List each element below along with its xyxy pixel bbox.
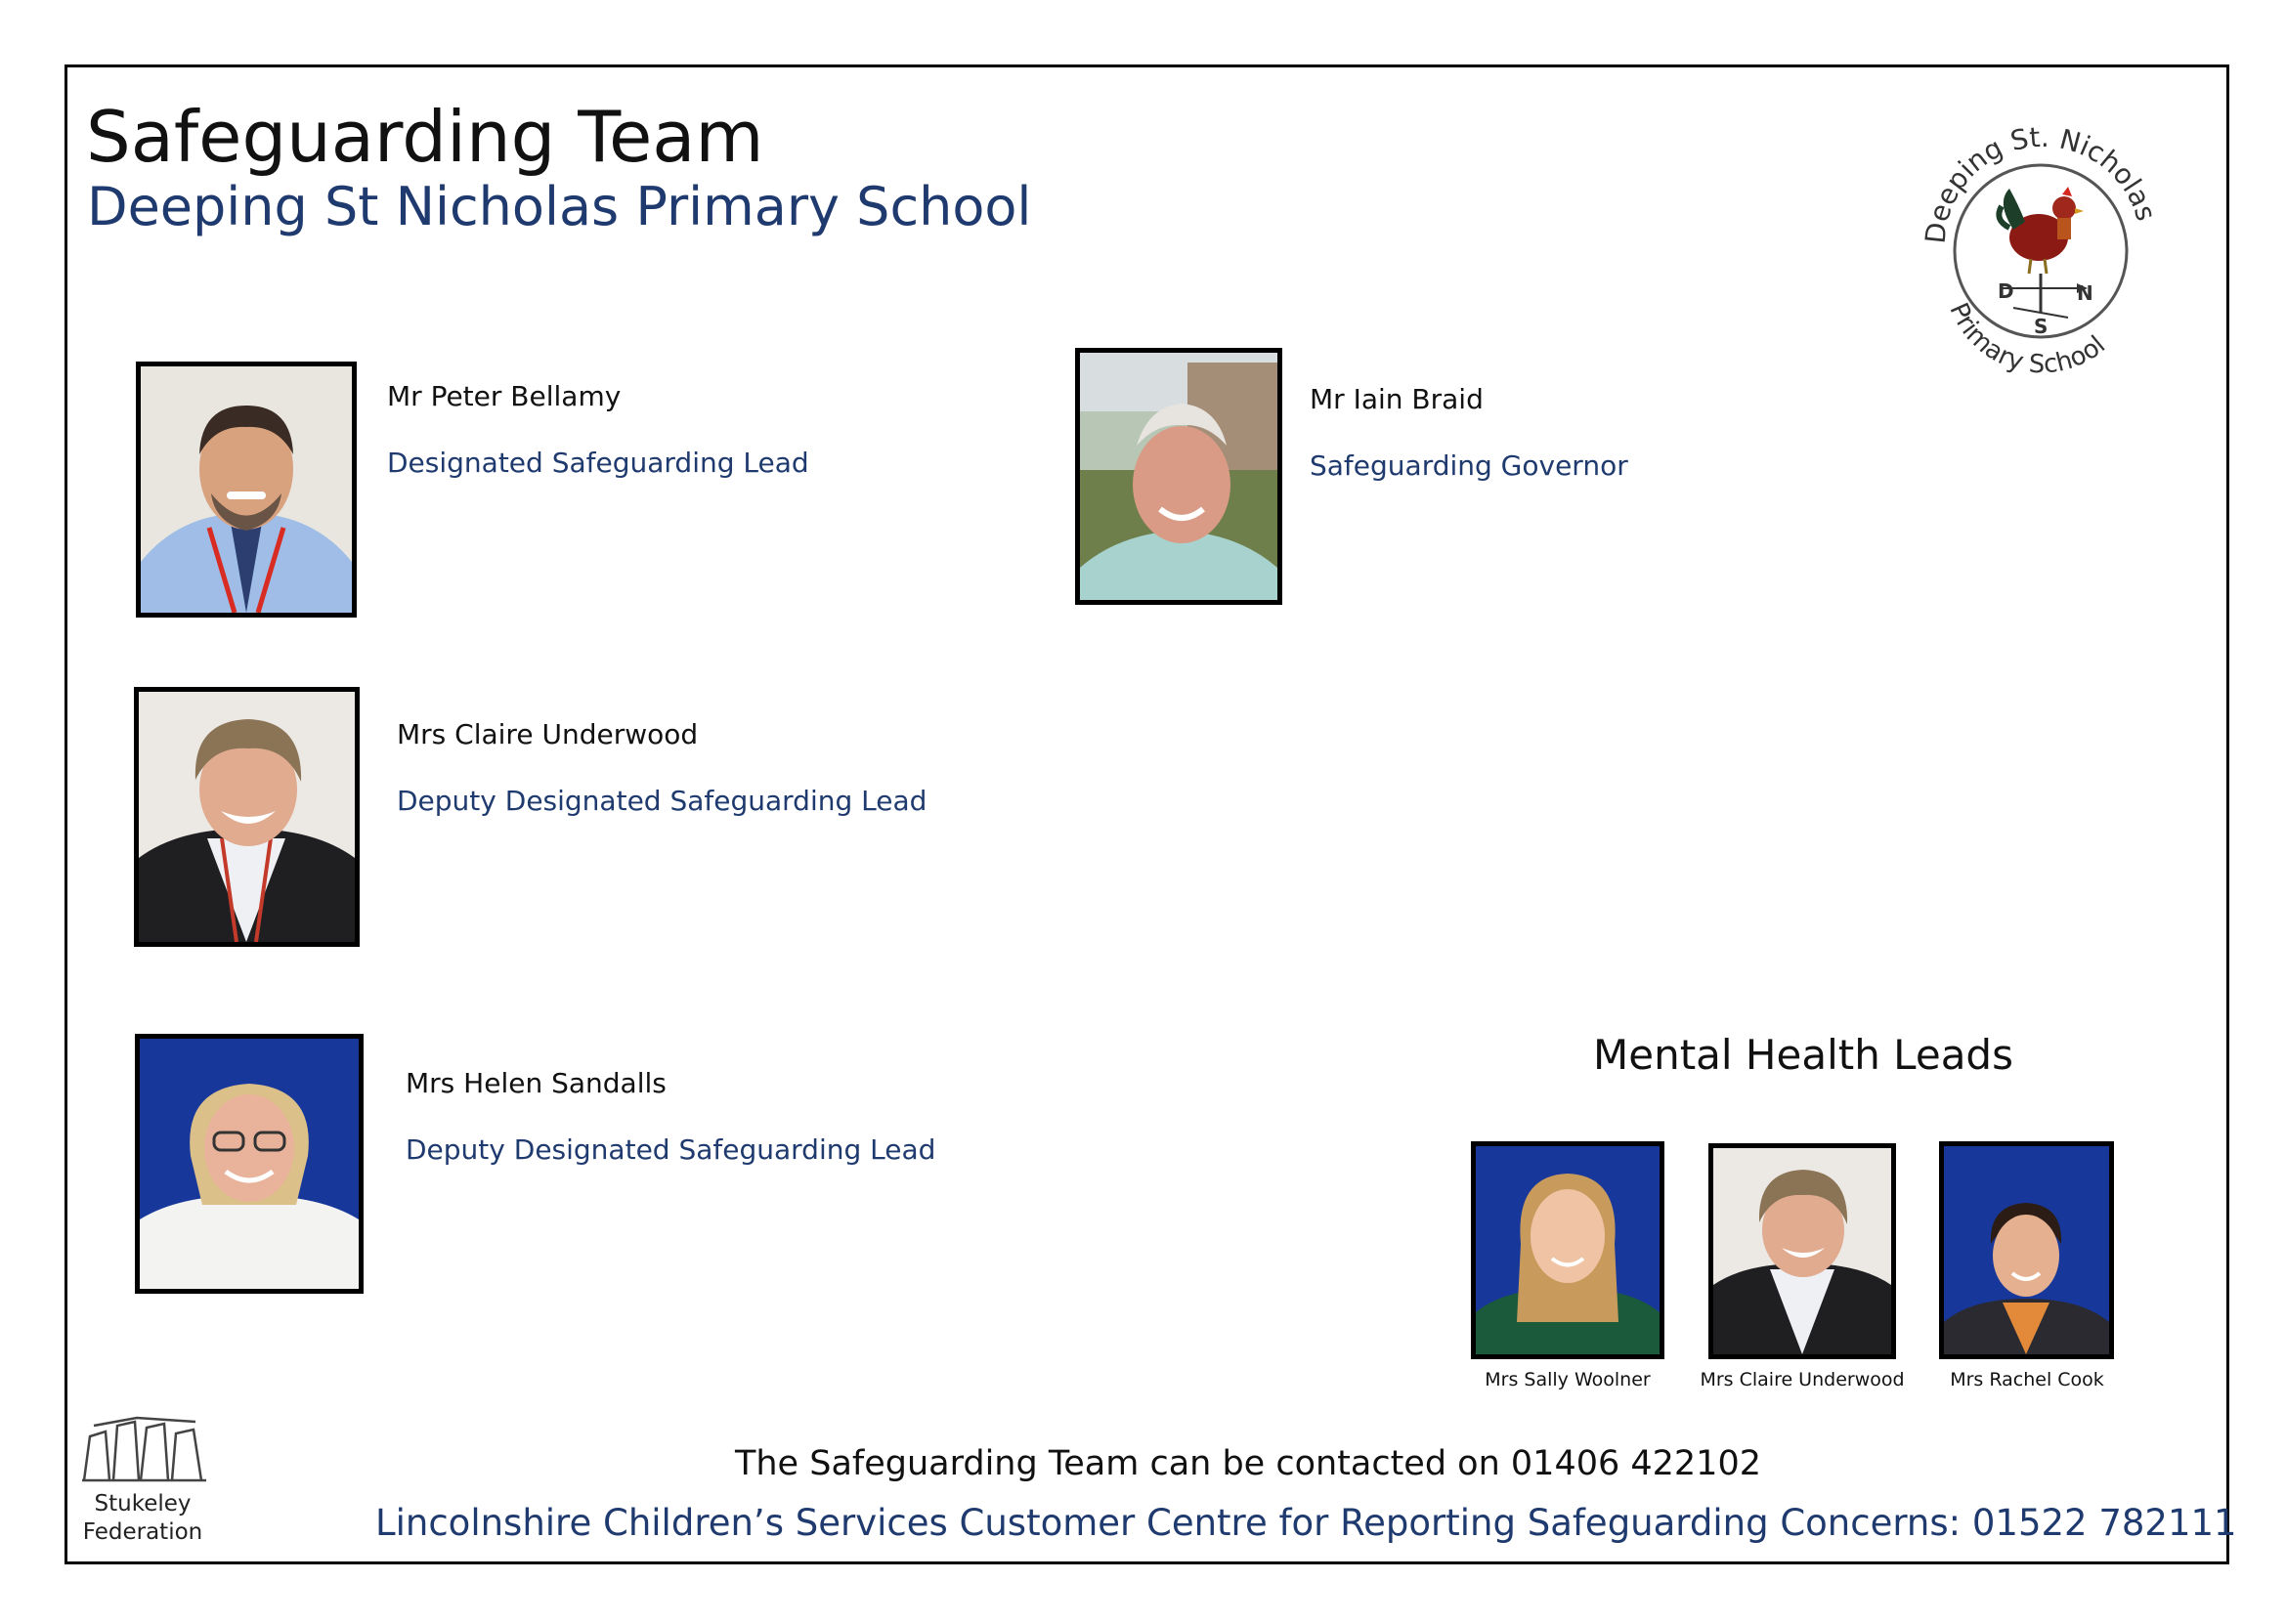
- member-role: Deputy Designated Safeguarding Lead: [406, 1133, 936, 1166]
- photo-iain-braid: [1075, 348, 1282, 605]
- stukeley-federation-logo: [78, 1412, 210, 1485]
- member-name: Mr Iain Braid: [1310, 383, 1484, 415]
- school-name: Deeping St Nicholas Primary School: [87, 176, 1032, 237]
- member-name: Mr Peter Bellamy: [387, 380, 622, 412]
- photo-claire-underwood-small: [1708, 1143, 1896, 1359]
- member-role: Deputy Designated Safeguarding Lead: [397, 785, 927, 817]
- federation-name: [74, 1490, 211, 1547]
- mh-caption: Mrs Claire Underwood: [1700, 1369, 1905, 1390]
- contact-line: The Safeguarding Team can be contacted on 01406 422102: [735, 1444, 1761, 1483]
- member-name: Mrs Claire Underwood: [397, 718, 699, 750]
- photo-rachel-cook: [1939, 1141, 2114, 1359]
- member-role: Safeguarding Governor: [1310, 449, 1628, 482]
- logo-ring-top-text: Deeping St. Nicholas: [1919, 120, 2160, 245]
- logo-letter-s: S: [2034, 315, 2049, 338]
- photo-claire-underwood: [134, 687, 360, 947]
- mh-caption: Mrs Rachel Cook: [1950, 1369, 2104, 1390]
- page-border: [65, 64, 2229, 1564]
- photo-peter-bellamy: [136, 362, 357, 618]
- federation-line1: Stukeley: [94, 1491, 192, 1517]
- federation-line2: Federation: [82, 1519, 203, 1545]
- logo-letter-d: D: [1998, 279, 2014, 303]
- photo-helen-sandalls: [135, 1034, 364, 1294]
- member-role: Designated Safeguarding Lead: [387, 447, 809, 479]
- reporting-line: Lincolnshire Children’s Services Customer Centre for Reporting Safeguarding Concerns: 01522 782111: [375, 1502, 2237, 1544]
- mental-health-heading: Mental Health Leads: [1593, 1031, 2013, 1079]
- photo-sally-woolner: [1471, 1141, 1664, 1359]
- page-title: Safeguarding Team: [86, 96, 764, 178]
- member-name: Mrs Helen Sandalls: [406, 1067, 667, 1099]
- logo-letter-n: N: [2077, 281, 2093, 305]
- mh-caption: Mrs Sally Woolner: [1485, 1369, 1651, 1390]
- school-logo: [1916, 112, 2160, 381]
- logo-ring-bottom-text: Primary School: [1943, 298, 2112, 380]
